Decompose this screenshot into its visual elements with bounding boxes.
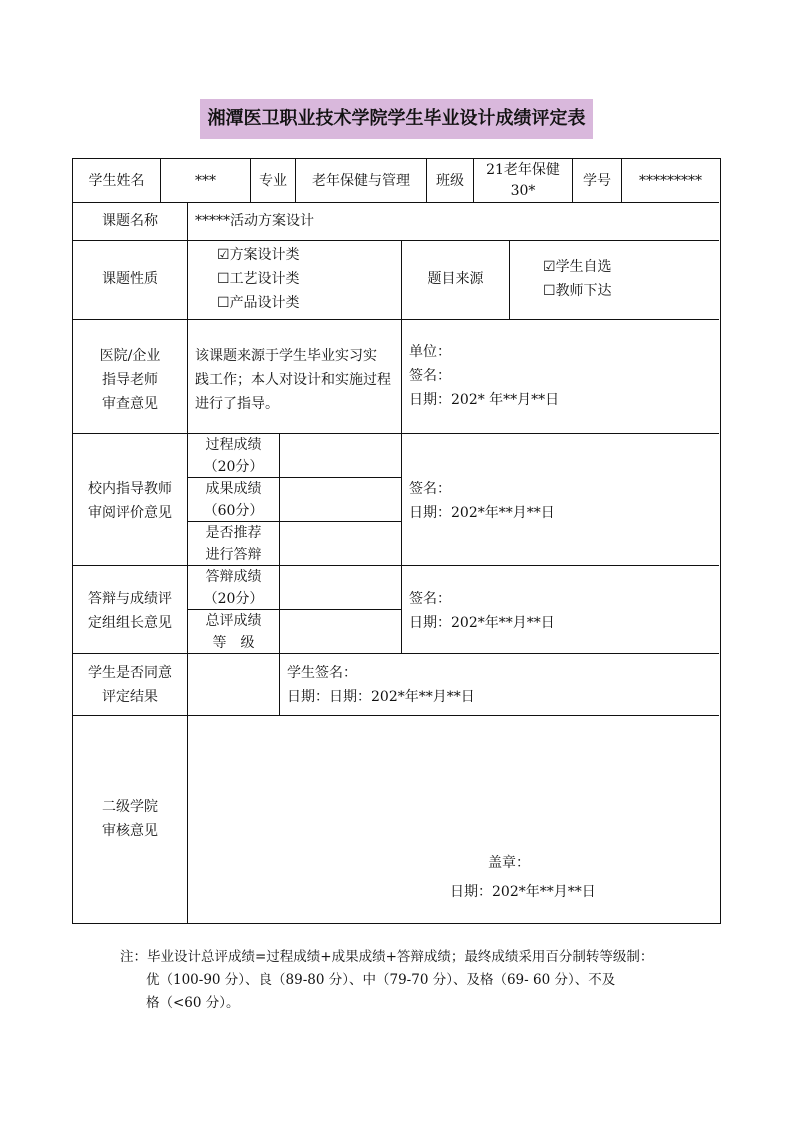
hospital-label-line2: 指导老师 — [102, 372, 158, 388]
class-value-line2: 30* — [510, 183, 536, 199]
class-label: 班级 — [436, 173, 464, 189]
option-label: 方案设计类 — [229, 247, 300, 263]
defense-sign: 签名： — [409, 591, 451, 607]
row-divider — [73, 715, 719, 716]
row-divider — [73, 653, 719, 654]
student-date: 日期：日期：202*年**月**日 — [287, 689, 475, 705]
checkbox-checked-icon: ☑ — [543, 259, 556, 275]
result-score-label-line1: 成果成绩 — [205, 481, 262, 497]
defense-score-label-line1: 答辩成绩 — [205, 569, 262, 585]
footnote-line1: 注：毕业设计总评成绩=过程成绩+成果成绩+答辩成绩；最终成绩采用百分制转等级制： — [120, 949, 654, 965]
major-label: 专业 — [259, 173, 287, 189]
defense-score-label-line2: （20分） — [203, 591, 264, 607]
footnote — [120, 946, 720, 1015]
recommend-label-line2: 进行答辩 — [205, 547, 262, 563]
hospital-date: 日期：202* 年**月**日 — [409, 392, 560, 408]
option-label: 工艺设计类 — [229, 271, 300, 287]
checkbox-empty-icon: ☐ — [217, 295, 230, 311]
college-date: 日期：202*年**月**日 — [450, 884, 596, 900]
school-sign: 签名： — [409, 481, 451, 497]
student-name-value: *** — [195, 173, 216, 189]
defense-date: 日期：202*年**月**日 — [409, 615, 555, 631]
option-label: 教师下达 — [555, 283, 612, 299]
college-label-line2: 审核意见 — [102, 823, 158, 839]
row-divider — [73, 240, 719, 241]
hospital-label-line3: 审查意见 — [102, 396, 158, 412]
class-value-line1: 21老年保健 — [486, 162, 560, 178]
row-divider — [73, 433, 719, 434]
col-divider — [509, 240, 510, 319]
row-divider — [73, 565, 719, 566]
hospital-opinion-line2: 践工作；本人对设计和实施过程 — [195, 372, 391, 388]
col-divider — [279, 433, 280, 653]
college-seal: 盖章： — [488, 855, 530, 871]
evaluation-form — [72, 158, 721, 924]
agree-label-line2: 评定结果 — [102, 689, 158, 705]
col-divider — [401, 319, 402, 653]
student-name-label: 学生姓名 — [88, 173, 145, 189]
nature-label: 课题性质 — [102, 271, 158, 287]
major-value: 老年保健与管理 — [312, 173, 410, 189]
defense-label-line1: 答辩与成绩评 — [88, 591, 172, 607]
footnote-line3: 格（<60 分）。 — [146, 995, 240, 1011]
hospital-sign: 签名： — [409, 368, 451, 384]
source-option-self[interactable] — [543, 255, 612, 279]
source-option-teacher[interactable] — [543, 279, 612, 303]
total-score-label-line1: 总评成绩 — [205, 613, 262, 629]
row-divider — [73, 202, 719, 203]
nature-option-design[interactable] — [217, 243, 300, 267]
footnote-line2: 优（100-90 分）、良（89-80 分）、中（79-70 分）、及格（69- 60 分）、不及 — [146, 972, 616, 988]
row-divider — [73, 319, 719, 320]
option-label: 产品设计类 — [229, 295, 300, 311]
student-id-label: 学号 — [583, 173, 611, 189]
hospital-opinion-line3: 进行了指导。 — [195, 396, 279, 412]
hospital-unit: 单位： — [409, 344, 451, 360]
hospital-label-line1: 医院/企业 — [99, 348, 161, 364]
result-score-label-line2: （60分） — [203, 503, 264, 519]
option-label: 学生自选 — [555, 259, 612, 275]
process-score-label-line2: （20分） — [203, 459, 264, 475]
student-id-value: ********* — [639, 173, 702, 189]
student-sign: 学生签名： — [287, 665, 357, 681]
nature-option-craft[interactable] — [217, 267, 300, 291]
college-label-line1: 二级学院 — [102, 799, 158, 815]
school-label-line2: 审阅评价意见 — [88, 505, 172, 521]
recommend-label-line1: 是否推荐 — [205, 525, 262, 541]
col-divider — [279, 653, 280, 715]
process-score-label-line1: 过程成绩 — [205, 437, 262, 453]
school-date: 日期：202*年**月**日 — [409, 505, 555, 521]
agree-label-line1: 学生是否同意 — [88, 665, 172, 681]
topic-value: *****活动方案设计 — [195, 213, 314, 229]
total-score-label-line2: 等 级 — [212, 635, 255, 651]
checkbox-empty-icon: ☐ — [217, 271, 230, 287]
checkbox-empty-icon: ☐ — [543, 283, 556, 299]
checkbox-checked-icon: ☑ — [217, 247, 230, 263]
source-label: 题目来源 — [427, 271, 484, 287]
school-label-line1: 校内指导教师 — [88, 481, 172, 497]
nature-option-product[interactable] — [217, 291, 300, 315]
form-title: 湘潭医卫职业技术学院学生毕业设计成绩评定表 — [200, 99, 593, 139]
defense-label-line2: 定组组长意见 — [88, 615, 172, 631]
topic-label: 课题名称 — [102, 213, 158, 229]
hospital-opinion-line1: 该课题来源于学生毕业实习实 — [195, 348, 377, 364]
